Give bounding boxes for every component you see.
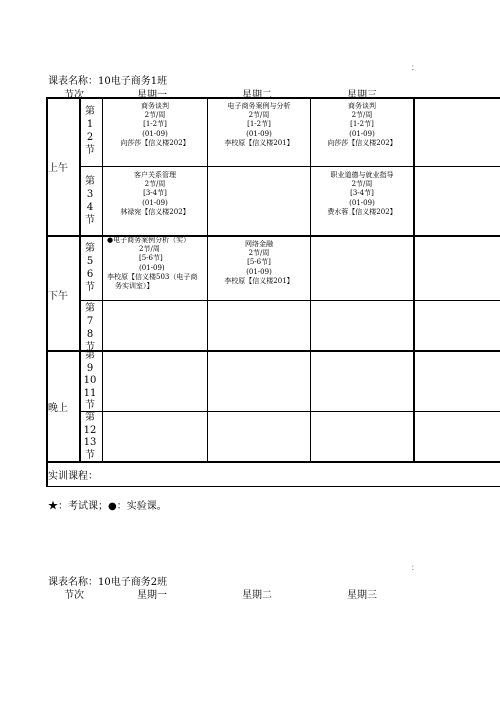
period-1-2 (83, 105, 97, 157)
course-cell-mon-1-2 (103, 102, 207, 148)
period-5-6 (83, 242, 97, 294)
day-header-tuesday-2: 星期二 (242, 590, 272, 601)
course-name: 客户关系管理 (134, 171, 176, 179)
course-name: 网络金融 (245, 240, 273, 248)
course-weeks: (01-09) (349, 198, 375, 207)
course-teacher-room-cont: 务实训室）】 (115, 282, 154, 291)
course-weeks: (01-09) (142, 129, 168, 138)
period-9-11 (83, 350, 97, 413)
course-hours: 2节/周 (139, 245, 160, 254)
course-name: 电子商务案例与分析 (227, 102, 291, 110)
period-char: 第 (85, 350, 95, 361)
period-header: 节次 (64, 90, 84, 101)
course-periods: [5-6节] (139, 254, 163, 263)
course-hours: 2节/周 (248, 249, 270, 258)
period-char: 5 (86, 256, 94, 267)
session-evening: 晚上 (48, 403, 68, 414)
period-char: 4 (86, 202, 94, 213)
period-char: 2 (86, 132, 94, 143)
course-periods: [1-2节] (350, 120, 374, 129)
page-marker-1: ： (411, 63, 419, 72)
course-weeks: (01-09) (246, 129, 272, 138)
course-weeks: (01-09) (142, 198, 168, 207)
grid-line (413, 97, 415, 461)
grid-line (310, 97, 311, 461)
course-hours: 2节/周 (144, 111, 166, 120)
course-cell-wed-3-4 (311, 171, 413, 217)
period-char: 6 (86, 269, 94, 280)
day-header-wednesday: 星期三 (347, 90, 377, 101)
period-char: 1 (86, 119, 94, 130)
grid-line (102, 97, 103, 461)
grid-line (46, 486, 500, 487)
course-teacher-room: 向莎莎【信义楼202】 (120, 138, 190, 147)
period-char: 8 (86, 329, 94, 340)
grid-line (79, 97, 81, 461)
period-char: 节 (85, 145, 95, 156)
period-char: 节 (85, 282, 95, 293)
period-char: 节 (85, 215, 95, 226)
course-weeks: (01-09) (139, 263, 165, 272)
session-morning: 上午 (48, 163, 68, 174)
course-periods: [1-2节] (247, 120, 271, 129)
period-char: 13 (83, 437, 97, 448)
grid-line (79, 300, 500, 301)
period-12-13 (83, 412, 97, 462)
course-weeks: (01-09) (349, 129, 375, 138)
course-teacher-room: 李校原【信义楼201】 (224, 276, 294, 285)
grid-line (79, 166, 500, 167)
period-char: 第 (85, 303, 95, 314)
day-header-tuesday: 星期二 (242, 90, 272, 101)
course-cell-wed-1-2 (311, 102, 413, 148)
period-char: 第 (85, 412, 95, 423)
grid-line (79, 411, 500, 412)
legend-note: ★：考试课；●：实验课。 (48, 501, 167, 512)
period-char: 9 (86, 362, 94, 374)
period-char: 第 (85, 106, 95, 117)
course-periods: [3-4节] (350, 189, 374, 198)
period-char: 12 (83, 424, 97, 436)
course-hours: 2节/周 (144, 180, 166, 189)
course-teacher-room: 李校原【信义楼503（电子商 (107, 272, 198, 281)
grid-line (46, 97, 500, 99)
course-name: 商务谈判 (348, 102, 376, 110)
grid-line (46, 461, 500, 463)
schedule-title-2: 课表名称：10电子商务2班 (48, 577, 168, 588)
course-teacher-room: 向莎莎【信义楼202】 (327, 138, 397, 147)
grid-line (46, 350, 500, 352)
course-cell-mon-5-6 (107, 236, 206, 291)
course-hours: 2节/周 (248, 111, 270, 120)
course-teacher-room: 费水蓉【信义楼202】 (327, 207, 397, 216)
course-hours: 2节/周 (351, 180, 373, 189)
page-marker-2: ： (411, 563, 419, 572)
course-name: ●电子商务案例分析（实） (107, 236, 191, 244)
period-char: 第 (85, 176, 95, 187)
period-char: 节 (85, 400, 95, 411)
course-periods: [1-2节] (143, 120, 167, 129)
period-header-2: 节次 (64, 590, 84, 601)
course-cell-mon-3-4 (103, 171, 207, 217)
period-char: 节 (85, 342, 95, 353)
period-char: 3 (86, 189, 94, 200)
course-cell-tue-1-2 (208, 102, 310, 148)
schedule-title: 课表名称：10电子商务1班 (48, 76, 168, 87)
day-header-wednesday-2: 星期三 (347, 590, 377, 601)
period-char: 节 (85, 449, 95, 461)
period-3-4 (83, 175, 97, 227)
course-periods: [5-6节] (247, 258, 271, 267)
period-char: 11 (83, 387, 97, 399)
period-char: 10 (83, 375, 97, 386)
day-header-monday: 星期一 (137, 90, 167, 101)
course-name: 商务谈判 (141, 102, 169, 110)
practical-course-label: 实训课程： (48, 471, 98, 482)
course-teacher-room: 李校原【信义楼201】 (224, 138, 294, 147)
session-afternoon: 下午 (48, 291, 68, 302)
day-header-monday-2: 星期一 (137, 590, 167, 601)
course-cell-tue-5-6 (208, 240, 310, 286)
period-char: 第 (85, 243, 95, 254)
course-periods: [3-4节] (143, 189, 167, 198)
course-name: 职业道德与就业指导 (330, 171, 394, 179)
period-7-8 (83, 302, 97, 354)
course-teacher-room: 林禄宛【信义楼202】 (120, 207, 190, 216)
course-hours: 2节/周 (351, 111, 373, 120)
course-weeks: (01-09) (246, 267, 272, 276)
period-char: 7 (86, 316, 94, 327)
